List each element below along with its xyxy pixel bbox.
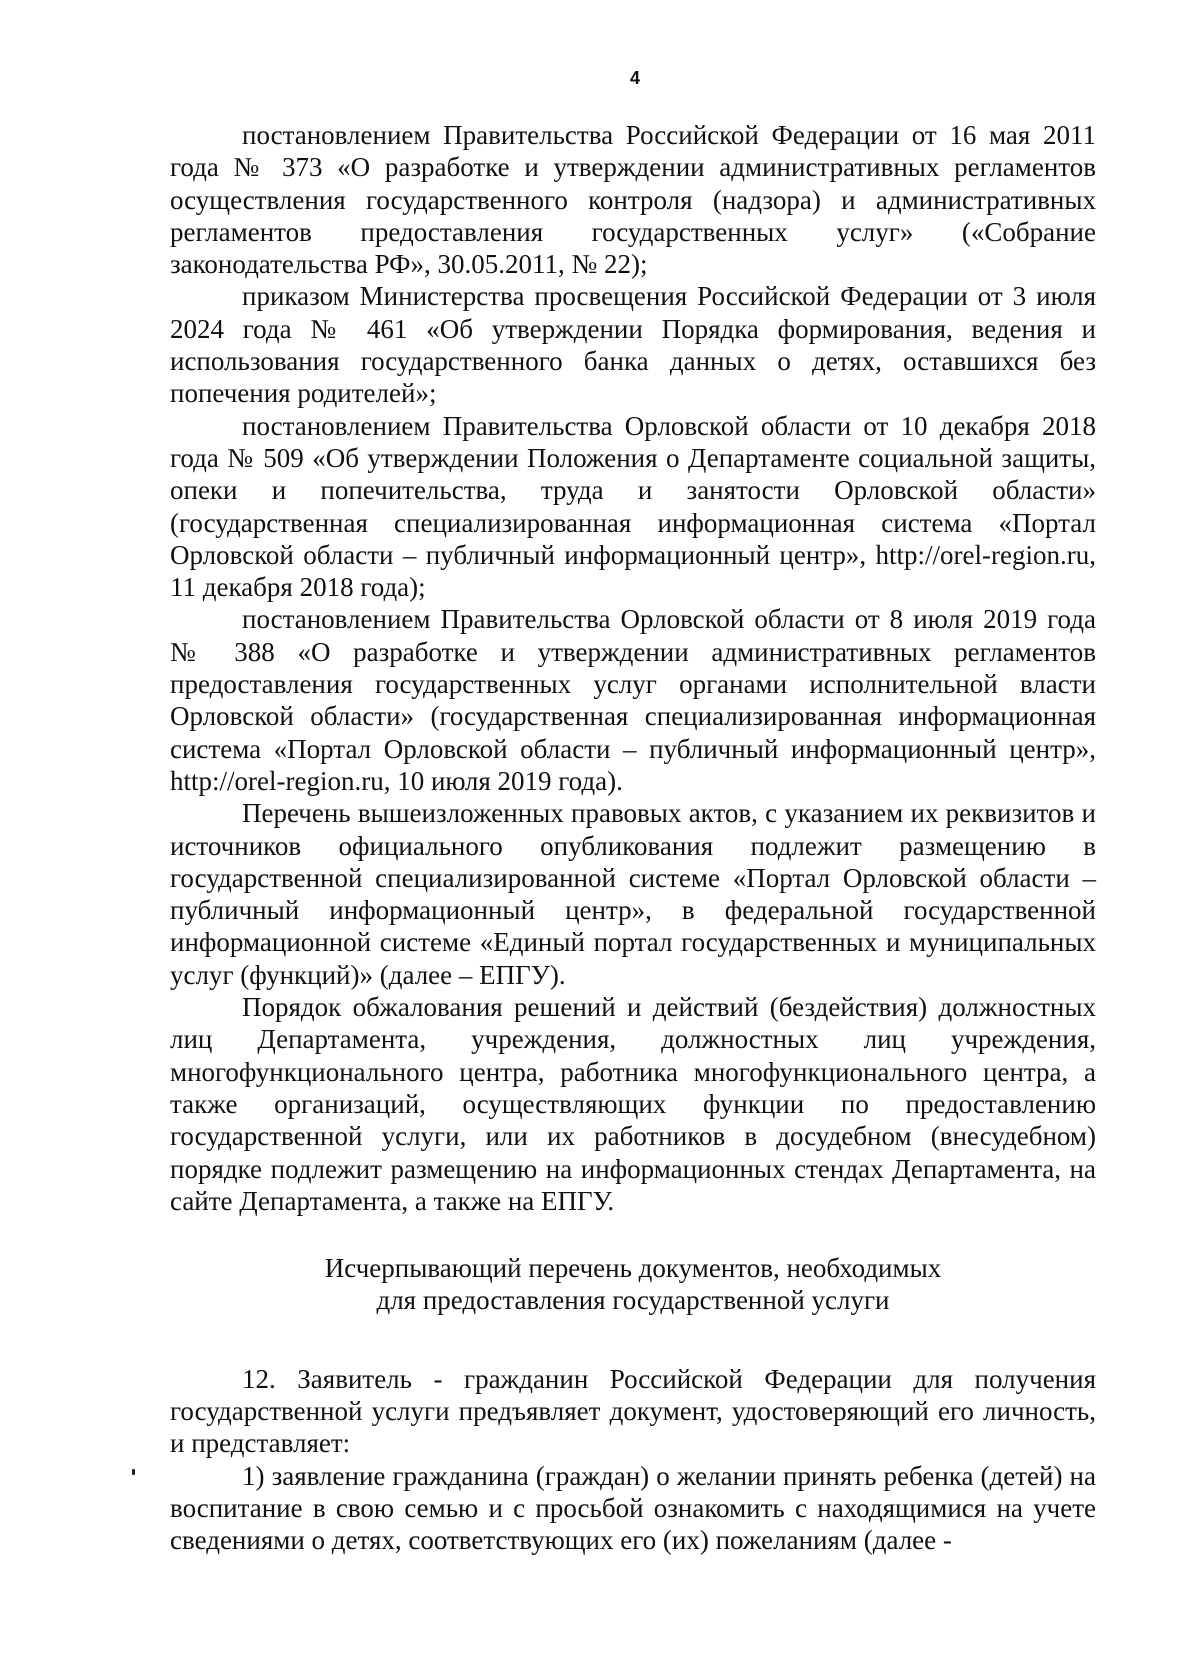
paragraph-resolution-509: постановлением Правительства Орловской области от 10 декабря 2018 года № 509 «Об утверждении Положения о Департаменте социальной защиты, опеки и попечительства, труда и занятости Орловской области» (государственная специализированная информационная система «Портал Орловской области – публичный информационный центр», http://orel-region.ru, 11 декабря 2018 года); [170,410,1096,603]
page-number: 4 [629,68,640,88]
paragraph-resolution-373: постановлением Правительства Российской Федерации от 16 мая 2011 года № 373 «О разработке и утверждении административных регламентов осуществления государственного контроля (надзора) и административных регламентов предоставления государственных услуг» («Собрание законодательства РФ», 30.05.2011, № 22); [170,120,1096,280]
paragraph-appeal-procedure: Порядок обжалования решений и действий (бездействия) должностных лиц Департамента, учреждения, должностных лиц учреждения, многофункционального центра, работника многофункционального центра, а также организаций, осуществляющих функции по предоставлению государственной услуги, или их работников в досудебном (внесудебном) порядке подлежит размещению на информационных стендах Департамента, на сайте Департамента, а также на ЕПГУ. [170,992,1096,1216]
paragraph-item-12: 12. Заявитель - гражданин Российской Федерации для получения государственной услуги предъявляет документ, удостоверяющий его личность, и представляет: [170,1363,1096,1459]
section-heading [170,1252,1096,1317]
paragraph-legal-acts-list: Перечень вышеизложенных правовых актов, с указанием их реквизитов и источников официального опубликования подлежит размещению в государственной специализированной системе «Портал Орловской области – публичный информационный центр», в федеральной государственной информационной системе «Единый портал государственных и муниципальных услуг (функций)» (далее – ЕПГУ). [170,798,1096,990]
paragraph-order-461: приказом Министерства просвещения Российской Федерации от 3 июля 2024 года № 461 «Об утверждении Порядка формирования, ведения и использования государственного банка данных о детях, оставшихся без попечения родителей»; [170,281,1096,409]
section-heading-line1: Исчерпывающий перечень документов, необходимых [324,1253,942,1284]
paragraph-item-12-1: 1) заявление гражданина (граждан) о желании принять ребенка (детей) на воспитание в свою семью и с просьбой ознакомить с находящимися на учете сведениями о детях, соответствующих его (их) пожеланиям (далее - [170,1460,1096,1556]
section-heading-line2: для предоставления государственной услуги [376,1285,890,1316]
scan-artifact-mark [132,1469,135,1475]
paragraph-resolution-388: постановлением Правительства Орловской области от 8 июля 2019 года № 388 «О разработке и утверждении административных регламентов предоставления государственных услуг органами исполнительной власти Орловской области» (государственная специализированная информационная система «Портал Орловской области – публичный информационный центр», http://orel-region.ru, 10 июля 2019 года). [170,604,1096,796]
document-body [170,119,1096,1556]
